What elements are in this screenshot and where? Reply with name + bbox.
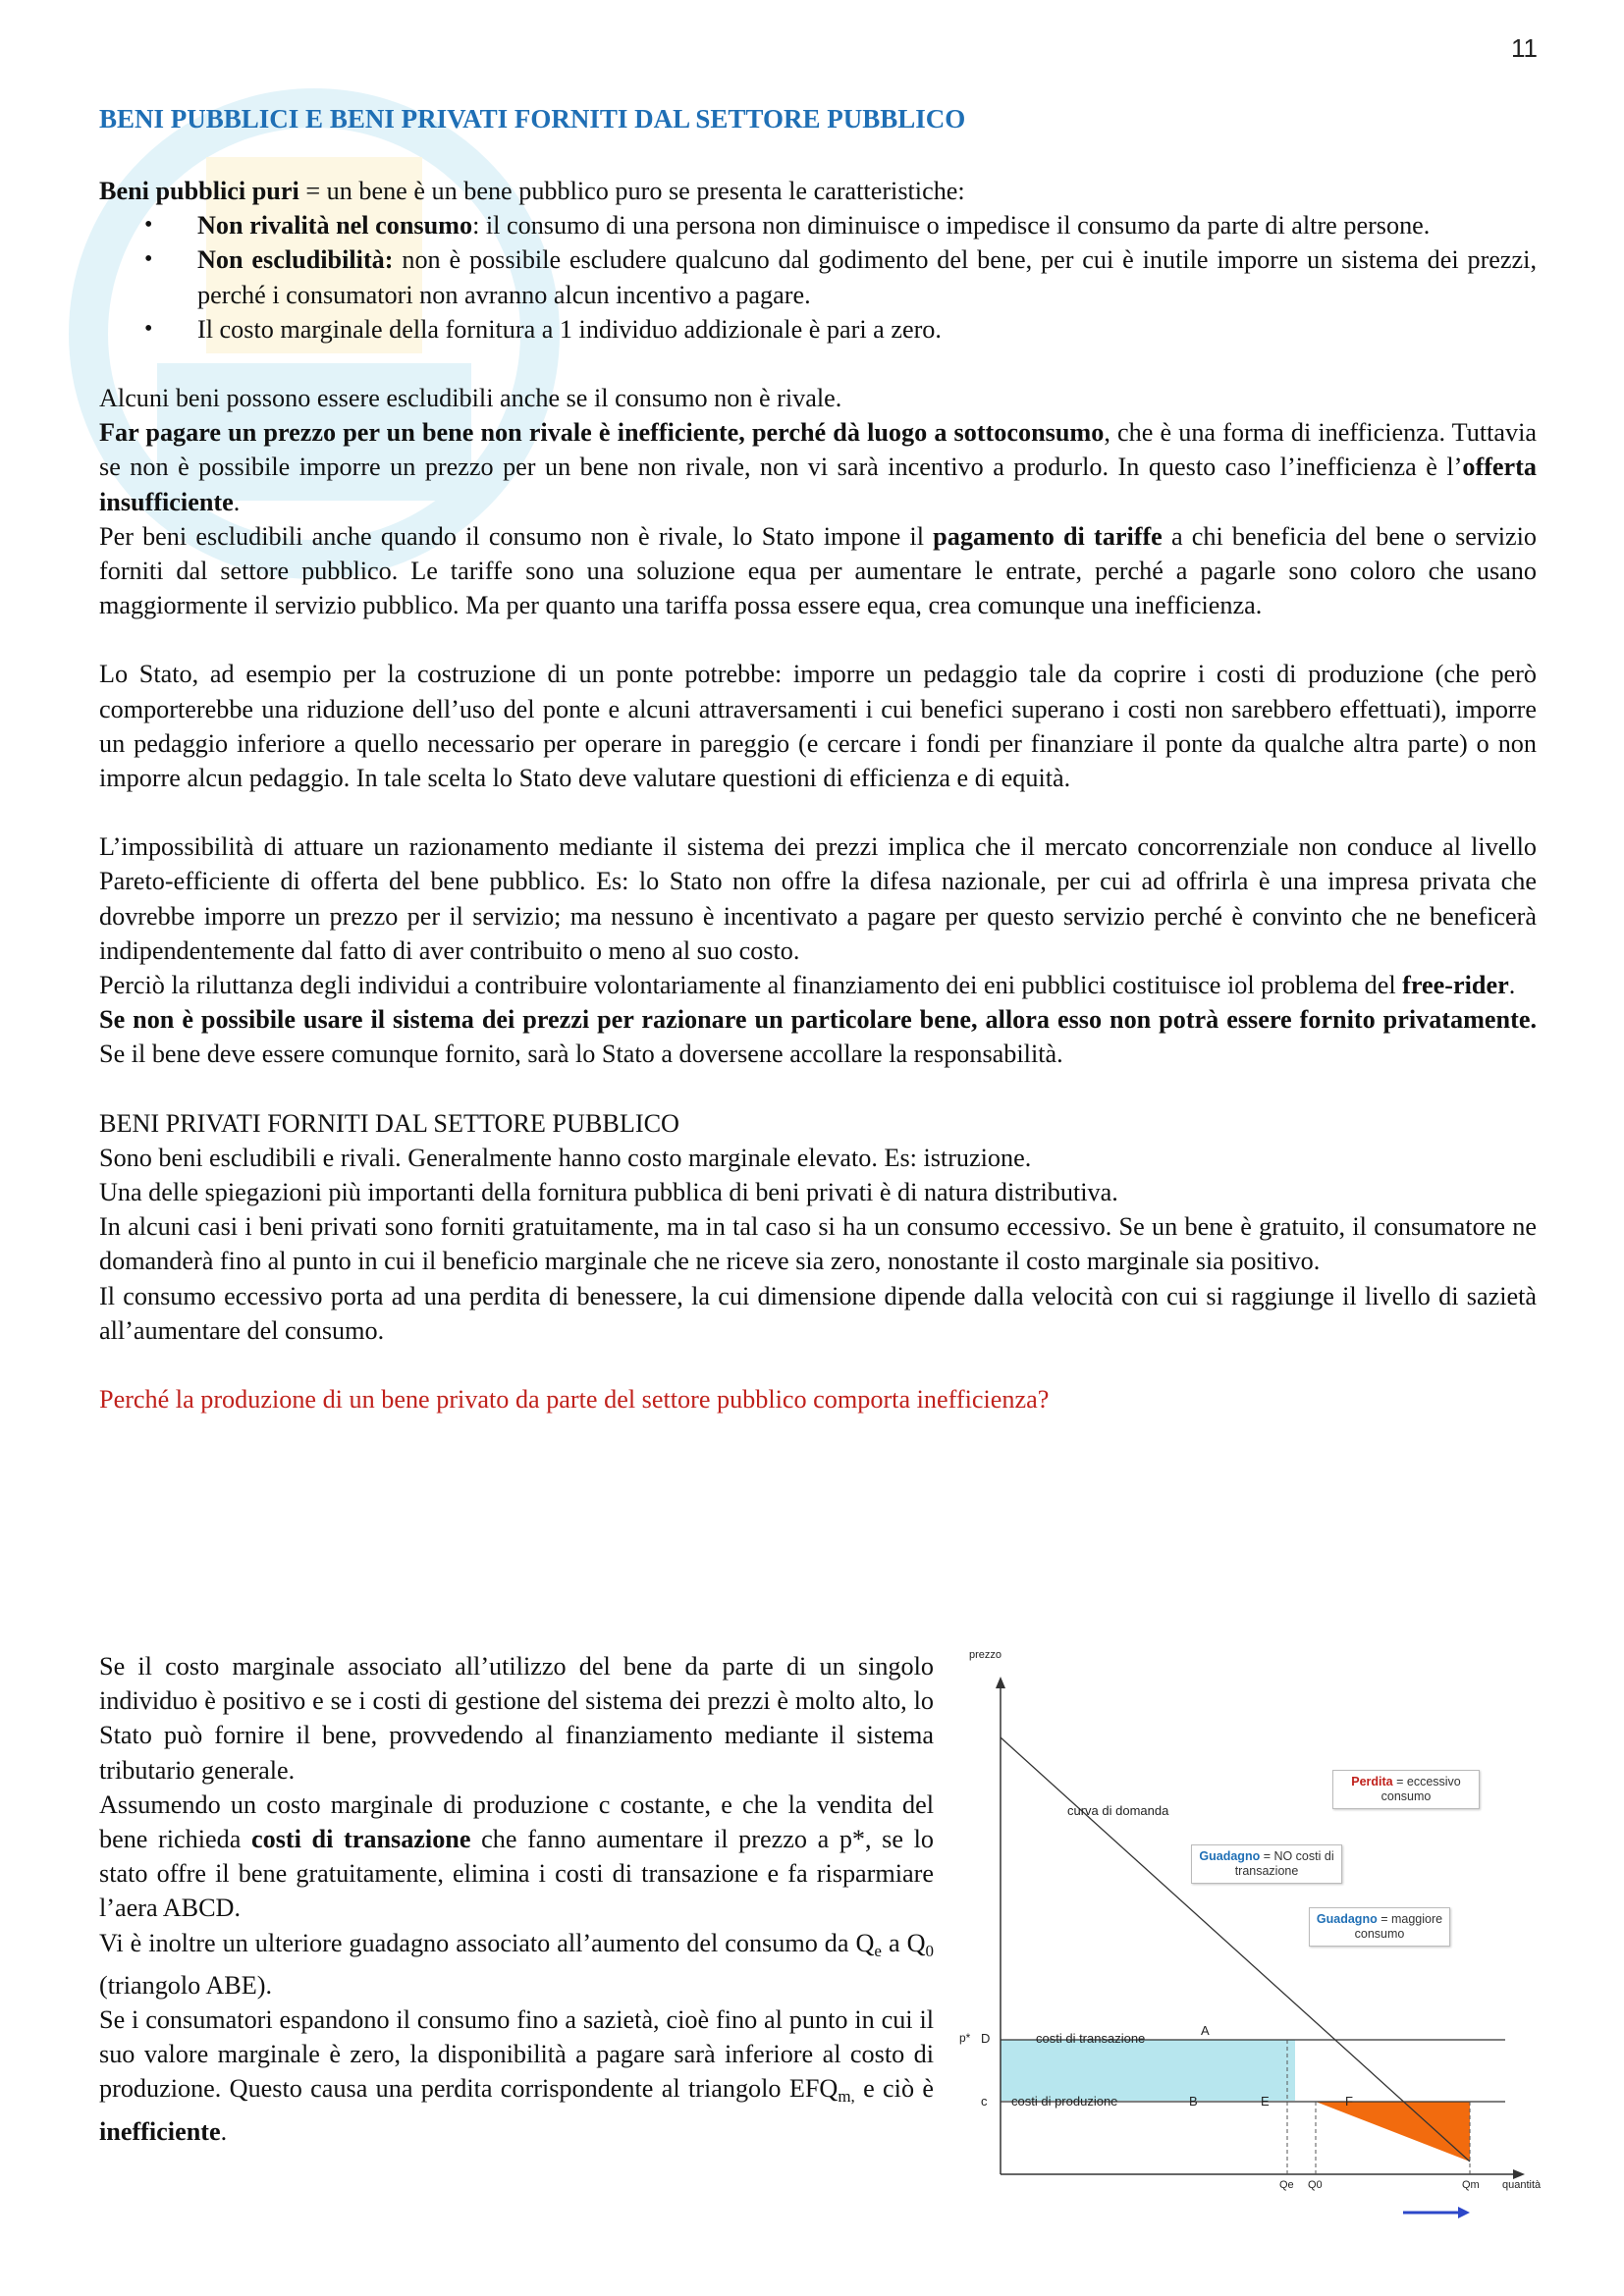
y-axis-label: prezzo [969, 1649, 1002, 1661]
qm-tick: Qm [1462, 2179, 1480, 2191]
paragraph: Se non è possibile usare il sistema dei prezzi per razionare un particolare bene, allora esso non potrà essere fornito privatamente. Se il bene deve essere comunque fornito, sarà lo Stato a doversene accollare la responsabilità. [99, 1005, 1537, 1069]
list-item: • Non rivalità nel consumo: il consumo di una persona non diminuisce o impedisce il consumo da parte di altre persone. [197, 208, 1537, 242]
loss-annotation: Perdita = eccessivo consumo [1332, 1770, 1480, 1809]
q0-tick: Q0 [1308, 2179, 1323, 2191]
point-b-label: B [1189, 2094, 1198, 2109]
figure-side-text [99, 1649, 934, 2149]
x-axis-label: quantità [1502, 2179, 1542, 2191]
point-a-label: A [1201, 2023, 1210, 2038]
transaction-cost-band [1001, 2040, 1295, 2101]
list-item: • Il costo marginale della fornitura a 1 individuo addizionale è pari a zero. [197, 312, 1537, 347]
paragraph: Assumendo un costo marginale di produzione c costante, e che la vendita del bene richieda costi di transazione che fanno aumentare il prezzo a p*, se lo stato offre il bene gratuitamente, elimina i costi di transazione e fa risparmiare l’aera ABCD. [99, 1789, 934, 1923]
point-e-label: E [1261, 2094, 1270, 2109]
paragraph: Una delle spiegazioni più importanti della fornitura pubblica di beni privati è di natura distributiva. [99, 1178, 1118, 1207]
demand-chart [957, 1649, 1556, 2258]
paragraph: Il consumo eccessivo porta ad una perdita di benessere, la cui dimensione dipende dalla velocità con cui si raggiunge il livello di sazietà all’aumentare del consumo. [99, 1281, 1537, 1345]
y-axis-arrow [996, 1677, 1005, 1688]
x-axis-arrow [1513, 2169, 1525, 2179]
paragraph: Per beni escludibili anche quando il consumo non è rivale, lo Stato impone il pagamento di tariffe a chi beneficia del bene o servizio forniti dal settore pubblico. Le tariffe sono una soluzione equa per aumentare le entrate, perché a pagarle sono coloro che usano maggiormente il servizio pubblico. Ma per quanto una tariffa possa essere equa, crea comunque una inefficienza. [99, 521, 1537, 620]
characteristics-list [99, 208, 1537, 347]
paragraph: Far pagare un prezzo per un bene non rivale è inefficiente, perché dà luogo a sottoconsumo, che è una forma di inefficienza. Tuttavia se non è possibile imporre un prezzo per un bene non rivale, non vi sarà incentivo a produrlo. In questo caso l’inefficienza è l’offerta insufficiente. [99, 418, 1538, 516]
paragraph: Lo Stato, ad esempio per la costruzione di un ponte potrebbe: imporre un pedaggio tale da coprire i costi di produzione (che però comporterebbe una riduzione dell’uso del ponte e alcuni attraversamenti i cui benefici superano i costi non sarebbero effettuati), imporre un pedaggio inferiore a quello necessario per operare in pareggio (e cercare i fondi per finanziare il ponte da qualche altra parte) o non imporre alcun pedaggio. In tale scelta lo Stato deve valutare questioni di efficienza e di equità. [99, 660, 1537, 793]
point-d-label: D [981, 2031, 991, 2046]
section-title: BENI PRIVATI FORNITI DAL SETTORE PUBBLICO [99, 1108, 679, 1138]
paragraph: Alcuni beni possono essere escludibili anche se il consumo non è rivale. [99, 384, 842, 413]
paragraph: Sono beni escludibili e rivali. Generalmente hanno costo marginale elevato. Es: istruzione. [99, 1143, 1032, 1172]
p-star-label: p* [959, 2031, 971, 2045]
page-number: 11 [1511, 33, 1538, 63]
question-heading: Perché la produzione di un bene privato da parte del settore pubblico comporta inefficienza? [99, 1385, 1050, 1415]
consumption-arrow-head [1458, 2207, 1470, 2218]
intro-paragraph: Beni pubblici puri = un bene è un bene pubblico puro se presenta le caratteristiche: [99, 177, 965, 205]
paragraph: L’impossibilità di attuare un razionamento mediante il sistema dei prezzi implica che il mercato concorrenziale non conduce al livello Pareto-efficiente di offerta del bene pubblico. Es: lo Stato non offre la difesa nazionale, per cui ad offrirla è una impresa privata che dovrebbe imporre un prezzo per il servizio; ma nessuno è incentivato a pagare per questo servizio perché è convinto che ne beneficerà indipendentemente dal fatto di aver contribuito o meno al suo costo. [99, 832, 1537, 965]
c-label: c [981, 2094, 988, 2109]
paragraph: Vi è inoltre un ulteriore guadagno associato all’aumento del consumo da $Q_e$ a $Q_0$ (triangolo ABE). [99, 1928, 934, 2000]
page-title: BENI PUBBLICI E BENI PRIVATI FORNITI DAL SETTORE PUBBLICO [99, 104, 966, 133]
loss-triangle [1316, 2102, 1470, 2162]
paragraph: Perciò la riluttanza degli individui a contribuire volontariamente al finanziamento dei eni pubblici costituisce iol problema del free-rider. [99, 971, 1516, 1000]
main-text [99, 174, 1537, 1416]
transaction-cost-label: costi di transazione [1036, 2031, 1146, 2046]
qe-tick: Qe [1279, 2179, 1294, 2191]
paragraph: Se i consumatori espandono il consumo fino a sazietà, cioè fino al punto in cui il suo valore marginale è zero, la disponibilità a pagare sarà inferiore al costo di produzione. Questo causa una perdita corrispondente al triangolo $EFQ_{m,}$ e ciò è inefficiente. [99, 2005, 934, 2146]
chart-svg [957, 1649, 1556, 2258]
gain-transaction-annotation: Guadagno = NO costi di transazione [1191, 1844, 1342, 1884]
demand-label: curva di domanda [1067, 1803, 1169, 1818]
production-cost-label: costi di produzione [1011, 2094, 1118, 2109]
point-f-label: F [1345, 2094, 1353, 2109]
paragraph: In alcuni casi i beni privati sono forniti gratuitamente, ma in tal caso si ha un consumo eccessivo. Se un bene è gratuito, il consumatore ne domanderà fino al punto in cui il beneficio marginale che ne riceve sia zero, nonostante il costo marginale sia positivo. [99, 1212, 1537, 1276]
gain-consumption-annotation: Guadagno = maggiore consumo [1309, 1907, 1450, 1947]
list-item: • Non escludibilità: non è possibile escludere qualcuno dal godimento del bene, per cui è inutile imporre un sistema dei prezzi, perché i consumatori non avranno alcun incentivo a pagare. [197, 242, 1537, 311]
paragraph: Se il costo marginale associato all’utilizzo del bene da parte di un singolo individuo è positivo e se i costi di gestione del sistema dei prezzi è molto alto, lo Stato può fornire il bene, provvedendo al finanziamento mediante il sistema tributario generale. [99, 1652, 934, 1785]
